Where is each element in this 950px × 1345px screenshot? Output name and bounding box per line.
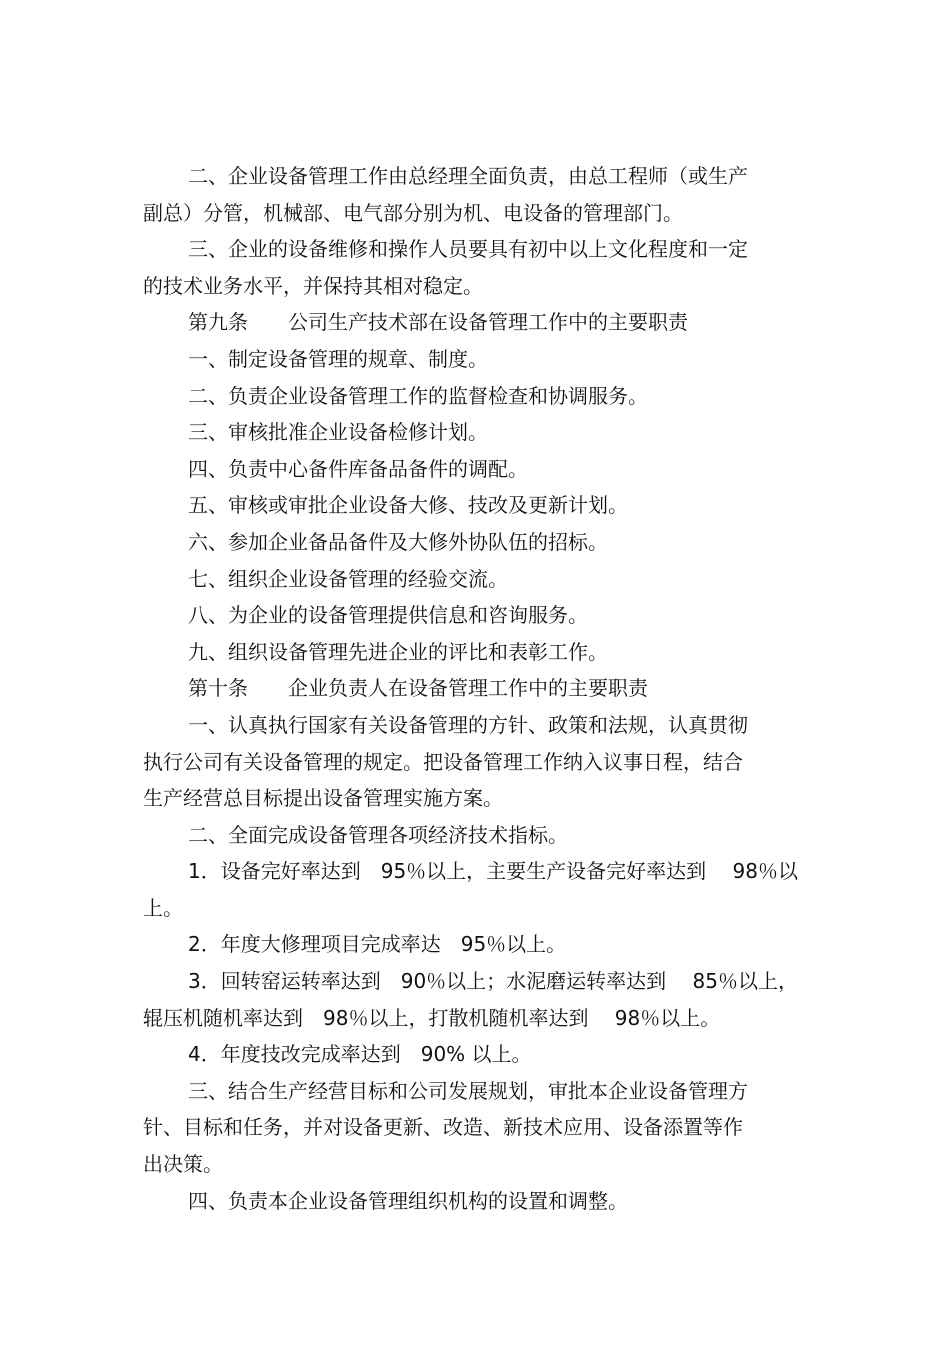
paragraph-line: 上。 [143, 895, 183, 920]
list-item: 一、制定设备管理的规章、制度。 [188, 346, 488, 371]
paragraph-line: 三、企业的设备维修和操作人员要具有初中以上文化程度和一定 [188, 237, 748, 262]
list-item: 三、结合生产经营目标和公司发展规划，审批本企业设备管理方 [188, 1078, 748, 1103]
paragraph-line: 生产经营总目标提出设备管理实施方案。 [143, 786, 503, 811]
list-item: 四、负责中心备件库备品备件的调配。 [188, 456, 528, 481]
paragraph-line: 辊压机随机率达到 98％以上，打散机随机率达到 98％以上。 [143, 1005, 721, 1030]
sub-list-item: 1．设备完好率达到 95％以上，主要生产设备完好率达到 98％以 [188, 859, 798, 884]
sub-list-item: 3．回转窑运转率达到 90％以上；水泥磨运转率达到 85％以上， [188, 969, 798, 994]
list-item: 九、组织设备管理先进企业的评比和表彰工作。 [188, 639, 608, 664]
list-item: 七、组织企业设备管理的经验交流。 [188, 566, 508, 591]
paragraph-line: 出决策。 [143, 1152, 223, 1177]
article-heading: 第十条 企业负责人在设备管理工作中的主要职责 [188, 676, 648, 701]
list-item: 八、为企业的设备管理提供信息和咨询服务。 [188, 603, 588, 628]
list-item: 二、全面完成设备管理各项经济技术指标。 [188, 822, 568, 847]
sub-list-item: 2．年度大修理项目完成率达 95％以上。 [188, 932, 567, 957]
paragraph-line: 副总）分管，机械部、电气部分别为机、电设备的管理部门。 [143, 200, 683, 225]
article-heading: 第九条 公司生产技术部在设备管理工作中的主要职责 [188, 310, 688, 335]
list-item: 四、负责本企业设备管理组织机构的设置和调整。 [188, 1188, 628, 1213]
list-item: 二、负责企业设备管理工作的监督检查和协调服务。 [188, 383, 648, 408]
list-item: 五、审核或审批企业设备大修、技改及更新计划。 [188, 493, 628, 518]
paragraph-line: 的技术业务水平，并保持其相对稳定。 [143, 273, 483, 298]
list-item: 三、审核批准企业设备检修计划。 [188, 420, 488, 445]
list-item: 六、参加企业备品备件及大修外协队伍的招标。 [188, 529, 608, 554]
document-body [143, 158, 833, 1219]
paragraph-line: 执行公司有关设备管理的规定。把设备管理工作纳入议事日程，结合 [143, 749, 743, 774]
paragraph-line: 一、认真执行国家有关设备管理的方针、政策和法规，认真贯彻 [188, 712, 748, 737]
paragraph-line: 二、企业设备管理工作由总经理全面负责，由总工程师（或生产 [188, 164, 748, 188]
sub-list-item: 4．年度技改完成率达到 90% 以上。 [188, 1042, 532, 1067]
paragraph-line: 针、目标和任务，并对设备更新、改造、新技术应用、设备添置等作 [143, 1115, 743, 1140]
